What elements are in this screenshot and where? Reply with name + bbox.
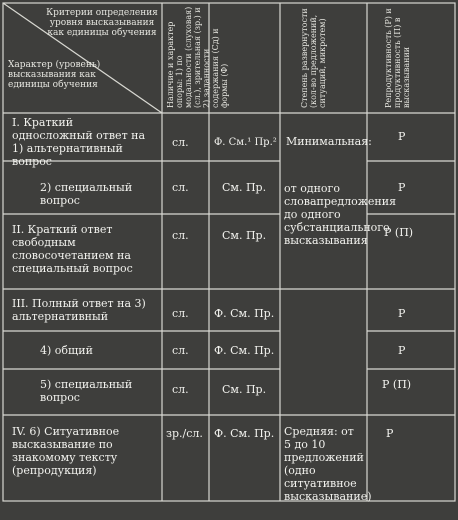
row-3-given: См. Пр.	[222, 229, 267, 242]
row-6-text: 5) специальный вопрос	[40, 378, 133, 404]
row-7-given: Ф. См. Пр.	[214, 427, 275, 440]
row-5-given: Ф. См. Пр.	[214, 344, 275, 357]
row-1-modality: сл.	[172, 136, 189, 149]
row-4-modality: сл.	[172, 307, 189, 320]
row-3-text: II. Краткий ответ свободным словосочетанием на специальный вопрос	[12, 223, 133, 275]
row-2-text: 2) специальный вопрос	[40, 181, 133, 207]
row-2-type: Р	[398, 181, 406, 194]
row-5-modality: сл.	[172, 344, 189, 357]
criteria-header: Критерии определения уровня высказывания как единицы обучения	[46, 8, 158, 38]
row-5-text: 4) общий	[40, 344, 93, 357]
row-2-modality: сл.	[172, 181, 189, 194]
row-4-text: III. Полный ответ на 3) альтернативный	[12, 297, 146, 323]
row-1-given: Ф. См.¹ Пр.²	[214, 137, 277, 148]
row-3-modality: сл.	[172, 229, 189, 242]
row-6-modality: сл.	[172, 383, 189, 396]
support-column-header: Наличие и характер опоры: 1) по модальности (слуховая) (сл.), зрительная (зр.) и 2) заданности содержания (Сд) и формы (Ф)	[166, 6, 229, 108]
degree-medium: Средняя: от 5 до 10 предложений (одно ситуативное высказывание)	[284, 425, 372, 503]
degree-minimal-range: от одного словапредложения до одного субстанциального высказывания	[284, 182, 397, 247]
row-6-type: Р (П)	[382, 378, 412, 391]
row-7-modality: зр./сл.	[166, 427, 203, 440]
row-3-type: Р (П)	[384, 226, 414, 239]
degree-column-header: Степень развернутости (кол-во предложений, ситуаций, микротем)	[300, 8, 327, 108]
row-4-type: Р	[398, 307, 406, 320]
row-7-text: IV. 6) Ситуативное высказывание по знакомому тексту (репродукция)	[12, 425, 120, 477]
row-1-type: Р	[398, 130, 406, 143]
row-7-type: Р	[386, 427, 394, 440]
row-1-text: I. Краткий односложный ответ на 1) альтернативный вопрос	[12, 116, 146, 168]
type-column-header: Репродуктивность (Р) и продуктивность (П) в высказывании	[384, 8, 411, 108]
character-header: Характер (уровень) высказывания как единицы обучения	[8, 60, 101, 90]
row-2-given: См. Пр.	[222, 181, 267, 194]
degree-minimal: Минимальная:	[286, 135, 372, 148]
row-6-given: См. Пр.	[222, 383, 267, 396]
row-4-given: Ф. См. Пр.	[214, 307, 275, 320]
row-5-type: Р	[398, 344, 406, 357]
